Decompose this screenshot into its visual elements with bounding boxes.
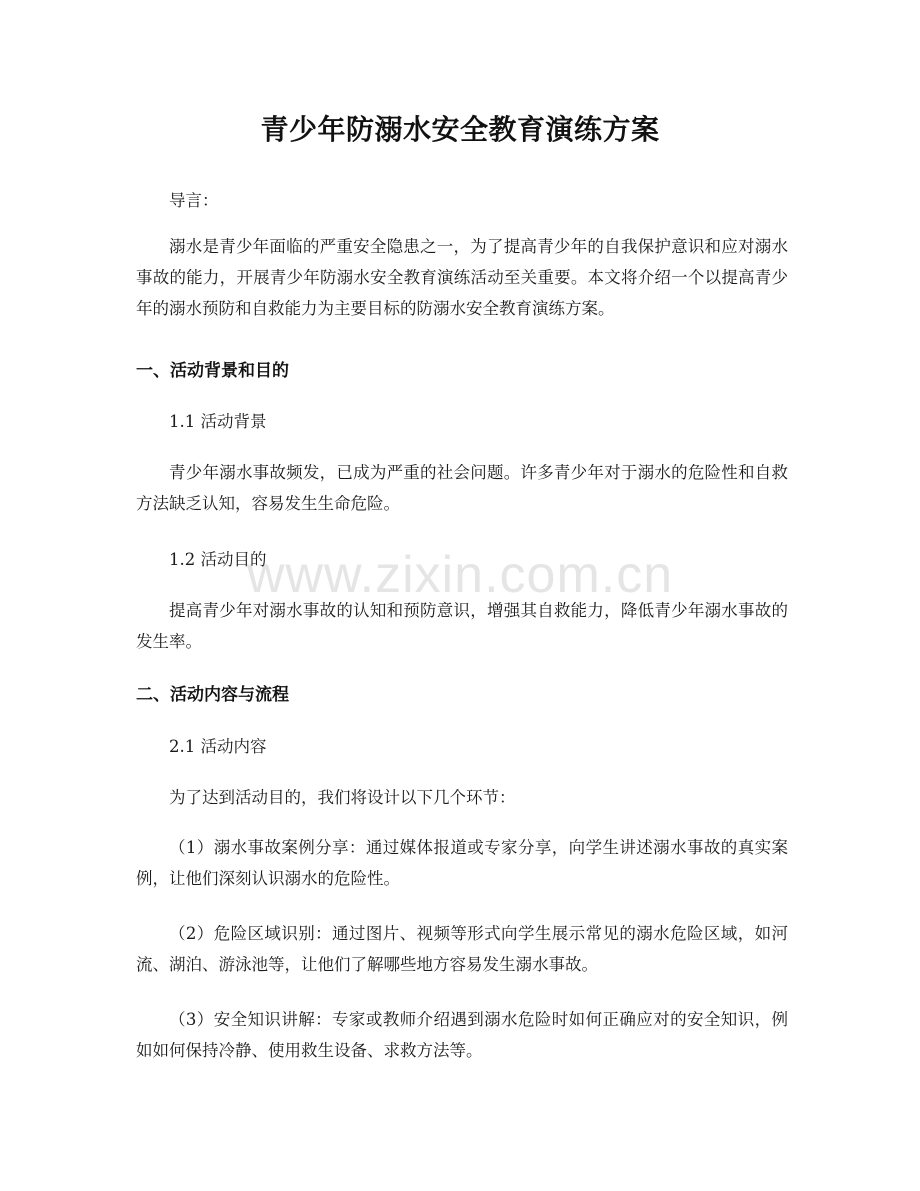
- list-item: （1）溺水事故案例分享：通过媒体报道或专家分享，向学生讲述溺水事故的真实案例，让他们深刻认识溺水的危险性。: [136, 838, 788, 888]
- section-1-heading: 一、活动背景和目的: [136, 361, 289, 381]
- section-1-1-title: 1.1 活动背景: [169, 412, 267, 431]
- watermark-text: www.zixin.com.cn: [246, 546, 674, 604]
- section-2-1-paragraph: 为了达到活动目的，我们将设计以下几个环节：: [169, 788, 516, 807]
- intro-paragraph: 溺水是青少年面临的严重安全隐患之一，为了提高青少年的自我保护意识和应对溺水事故的能力，开展青少年防溺水安全教育演练活动至关重要。本文将介绍一个以提高青少年的溺水预防和自救能力为主要目标的防溺水安全教育演练方案。: [136, 237, 788, 318]
- list-item: （3）安全知识讲解：专家或教师介绍遇到溺水危险时如何正确应对的安全知识，例如如何保持冷静、使用救生设备、求救方法等。: [136, 1010, 788, 1060]
- section-1-2-title: 1.2 活动目的: [169, 550, 267, 569]
- section-1-1-paragraph: 青少年溺水事故频发，已成为严重的社会问题。许多青少年对于溺水的危险性和自救方法缺乏认知，容易发生生命危险。: [136, 463, 788, 513]
- section-2-heading: 二、活动内容与流程: [136, 685, 289, 705]
- intro-label: 导言：: [169, 191, 219, 210]
- section-2-1-title: 2.1 活动内容: [169, 737, 267, 756]
- list-item: （2）危险区域识别：通过图片、视频等形式向学生展示常见的溺水危险区域，如河流、湖泊、游泳池等，让他们了解哪些地方容易发生溺水事故。: [136, 924, 788, 974]
- section-1-2-paragraph: 提高青少年对溺水事故的认知和预防意识，增强其自救能力，降低青少年溺水事故的发生率。: [136, 601, 788, 651]
- document-title: 青少年防溺水安全教育演练方案: [260, 113, 660, 146]
